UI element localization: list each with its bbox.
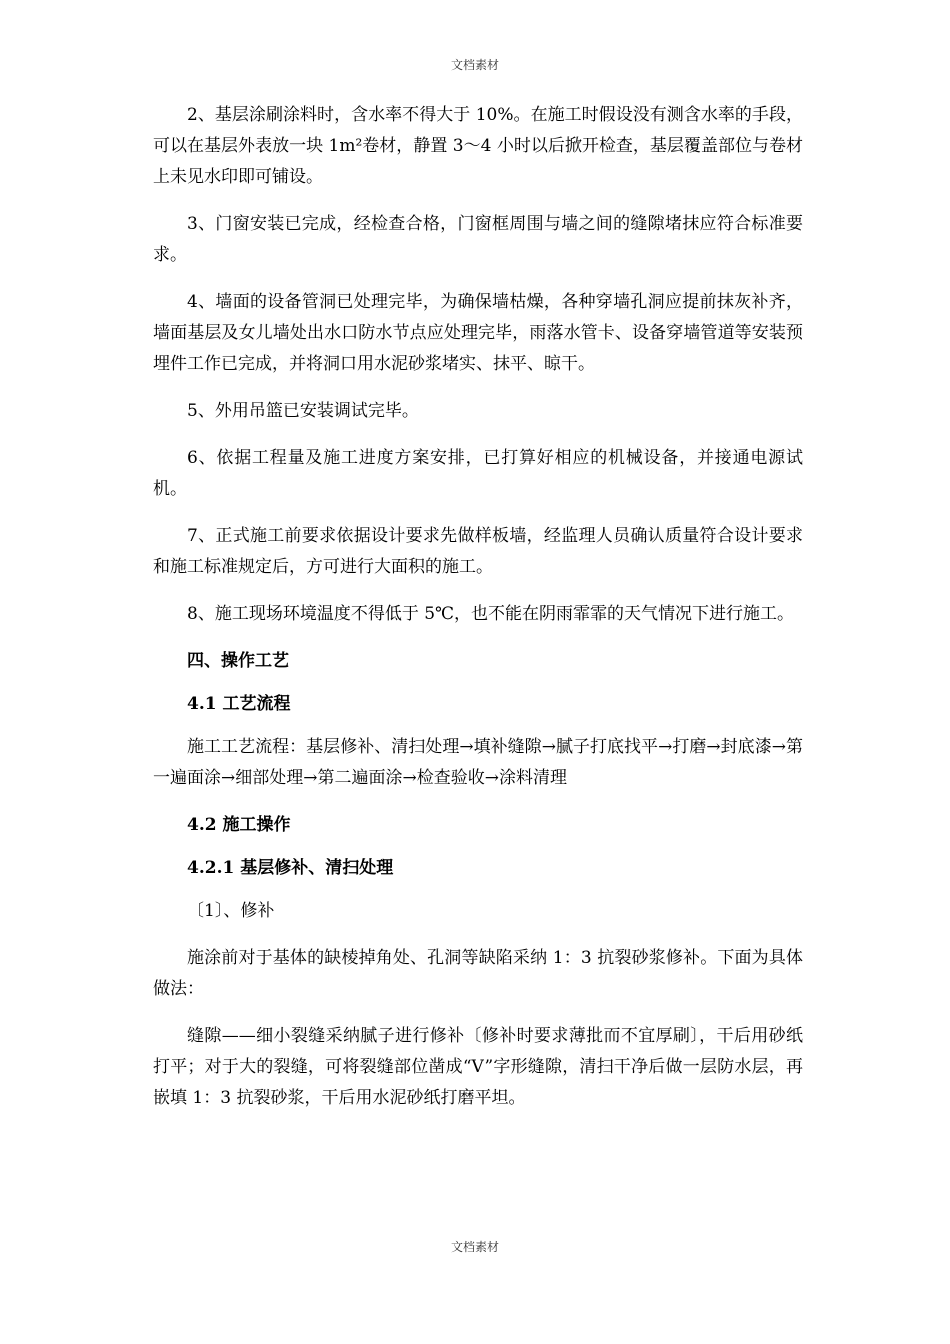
paragraph-requirement-6: 6、依据工程量及施工进度方案安排，已打算好相应的机械设备，并接通电源试机。: [153, 448, 803, 499]
subsection-heading-construction-operation: 4.2 施工操作: [187, 815, 291, 835]
document-body: [153, 100, 803, 1130]
paragraph-process-flow: 施工工艺流程：基层修补、清扫处理→填补缝隙→腻子打底找平→打磨→封底漆→第一遍面涂→细部处理→第二遍面涂→检查验收→涂料清理: [153, 737, 803, 788]
subsection-heading-process-flow: 4.1 工艺流程: [187, 694, 291, 714]
paragraph-requirement-7: 7、正式施工前要求依据设计要求先做样板墙，经监理人员确认质量符合设计要求和施工标准规定后，方可进行大面积的施工。: [153, 526, 803, 577]
paragraph-requirement-3: 3、门窗安装已完成，经检查合格，门窗框周围与墙之间的缝隙堵抹应符合标准要求。: [153, 214, 803, 265]
paragraph-repair-label: 〔1〕、修补: [187, 901, 275, 921]
paragraph-requirement-8: 8、施工现场环境温度不得低于 5℃，也不能在阴雨霏霏的天气情况下进行施工。: [187, 604, 795, 624]
paragraph-requirement-5: 5、外用吊篮已安装调试完毕。: [187, 401, 419, 421]
paragraph-repair-intro: 施涂前对于基体的缺棱掉角处、孔洞等缺陷采纳 1：3 抗裂砂浆修补。下面为具体做法：: [153, 948, 803, 999]
page-header: 文档素材: [450, 58, 499, 72]
paragraph-crack-repair: 缝隙——细小裂缝采纳腻子进行修补〔修补时要求薄批而不宜厚刷〕，干后用砂纸打平；对于大的裂缝，可将裂缝部位凿成“V”字形缝隙，清扫干净后做一层防水层，再嵌填 1：3 抗裂砂浆，干后用水泥砂纸打磨平坦。: [153, 1026, 803, 1108]
paragraph-requirement-4: 4、墙面的设备管洞已处理完毕，为确保墙枯燥，各种穿墙孔洞应提前抹灰补齐，墙面基层及女儿墙处出水口防水节点应处理完毕，雨落水管卡、设备穿墙管道等安装预埋件工作已完成，并将洞口用水泥砂浆堵实、抹平、晾干。: [153, 292, 803, 374]
page-footer: 文档素材: [450, 1240, 499, 1254]
paragraph-requirement-2: 2、基层涂刷涂料时，含水率不得大于 10%。在施工时假设没有测含水率的手段，可以在基层外表放一块 1m²卷材，静置 3～4 小时以后掀开检查，基层覆盖部位与卷材上未见水印即可铺设。: [153, 105, 803, 187]
section-heading-operation-process: 四、操作工艺: [187, 651, 289, 671]
subsection-heading-base-repair: 4.2.1 基层修补、清扫处理: [187, 858, 394, 878]
